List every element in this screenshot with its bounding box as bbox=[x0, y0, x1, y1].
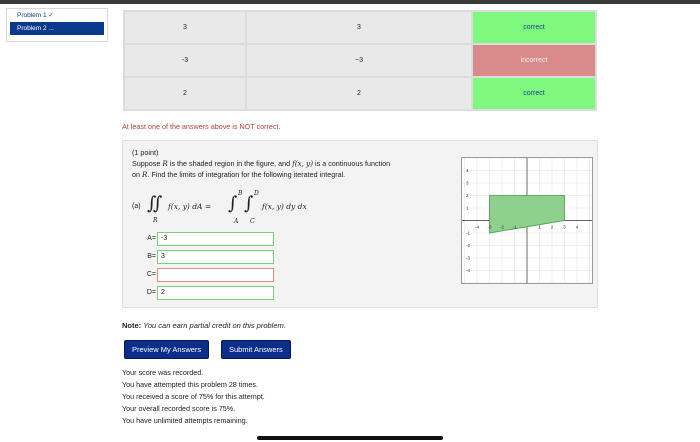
statement-text: is a continuous function bbox=[315, 159, 391, 168]
region-variable: R bbox=[142, 170, 148, 179]
x-tick-label: 3 bbox=[563, 224, 566, 230]
outer-integral-sign: ∫ bbox=[228, 193, 238, 214]
problem-list bbox=[6, 8, 108, 42]
inner-integral-sign: ∫ bbox=[244, 193, 254, 214]
answer-label: B= bbox=[147, 253, 156, 260]
preview-cell: 2 bbox=[247, 78, 471, 109]
region-variable: R bbox=[162, 159, 168, 168]
table-row bbox=[125, 12, 595, 43]
function-expression: f(x, y) bbox=[292, 159, 314, 168]
result-cell: correct bbox=[473, 12, 595, 43]
x-tick-label: 4 bbox=[575, 224, 579, 230]
entered-cell: 2 bbox=[125, 78, 245, 109]
problem-list-item-1[interactable]: Problem 1 ✓ bbox=[17, 12, 54, 19]
submit-answers-button[interactable]: Submit Answers bbox=[221, 340, 291, 359]
entered-cell: -3 bbox=[125, 45, 245, 76]
limit-b: B bbox=[238, 190, 243, 197]
answer-c-input[interactable] bbox=[157, 268, 274, 282]
region-graph-svg bbox=[462, 158, 592, 283]
statement-text: on bbox=[132, 170, 140, 179]
table-row bbox=[125, 78, 595, 109]
integrand-lhs: f(x, y) dA = bbox=[168, 202, 212, 211]
partial-credit-note bbox=[122, 321, 286, 330]
preview-cell: 3 bbox=[247, 12, 471, 43]
answer-b-input[interactable] bbox=[157, 250, 274, 264]
score-line: Your overall recorded score is 75%. bbox=[122, 404, 236, 413]
score-line: Your score was recorded. bbox=[122, 368, 204, 377]
result-cell: correct bbox=[473, 78, 595, 109]
y-tick-label: -1 bbox=[466, 230, 471, 236]
table-row bbox=[125, 45, 595, 76]
y-tick-label: 2 bbox=[466, 193, 469, 198]
y-tick-label: -4 bbox=[466, 268, 471, 273]
x-tick-label: -2 bbox=[499, 224, 505, 230]
integral-formula bbox=[132, 190, 432, 233]
answer-label: D= bbox=[146, 289, 156, 296]
double-integral-sign: ∬ bbox=[147, 193, 163, 214]
answer-label: C= bbox=[146, 271, 156, 278]
part-label: (a) bbox=[132, 203, 141, 210]
answer-d-input[interactable] bbox=[157, 286, 274, 300]
points-label: (1 point) bbox=[132, 148, 159, 157]
problem-list-item-2[interactable]: Problem 2 ... bbox=[10, 22, 104, 35]
region-graph bbox=[461, 157, 593, 284]
region-subscript: R bbox=[153, 217, 158, 224]
answer-label: A= bbox=[147, 235, 156, 242]
score-line: You received a score of 75% for this attempt. bbox=[122, 392, 265, 401]
score-line: You have unlimited attempts remaining. bbox=[122, 416, 248, 425]
problem-statement bbox=[132, 158, 452, 180]
answer-a-input[interactable] bbox=[157, 232, 274, 246]
note-text: You can earn partial credit on this problem. bbox=[143, 321, 286, 330]
results-table bbox=[123, 10, 597, 111]
limit-a: A bbox=[234, 218, 239, 225]
top-status-bar bbox=[0, 0, 700, 4]
problem-box bbox=[122, 140, 598, 308]
x-tick-label: -1 bbox=[512, 224, 517, 230]
y-tick-label: 3 bbox=[466, 180, 469, 186]
x-tick-label: -4 bbox=[474, 224, 480, 230]
x-tick-label: 2 bbox=[550, 224, 554, 230]
entered-cell: 3 bbox=[125, 12, 245, 43]
integrand-rhs: f(x, y) dy dx bbox=[262, 202, 307, 211]
statement-text: is the shaded region in the figure, and bbox=[169, 159, 291, 168]
note-label: Note: bbox=[122, 321, 142, 330]
score-summary bbox=[122, 367, 265, 427]
home-indicator bbox=[257, 436, 443, 440]
x-tick-label: 1 bbox=[538, 224, 541, 230]
preview-cell: −3 bbox=[247, 45, 471, 76]
statement-text: . Find the limits of integration for the following iterated integral. bbox=[147, 170, 346, 179]
y-tick-label: 1 bbox=[466, 205, 469, 211]
warning-message: At least one of the answers above is NOT correct. bbox=[122, 122, 281, 131]
y-tick-label: -3 bbox=[466, 255, 471, 261]
y-tick-label: 4 bbox=[466, 168, 469, 173]
limit-d: D bbox=[254, 190, 259, 197]
preview-answers-button[interactable]: Preview My Answers bbox=[124, 340, 209, 359]
statement-text: Suppose bbox=[132, 159, 161, 168]
x-tick-label: -3 bbox=[487, 224, 492, 230]
y-tick-label: -2 bbox=[466, 243, 471, 248]
result-cell: incorrect bbox=[473, 45, 595, 76]
score-line: You have attempted this problem 28 times. bbox=[122, 380, 258, 389]
limit-c: C bbox=[250, 218, 255, 225]
